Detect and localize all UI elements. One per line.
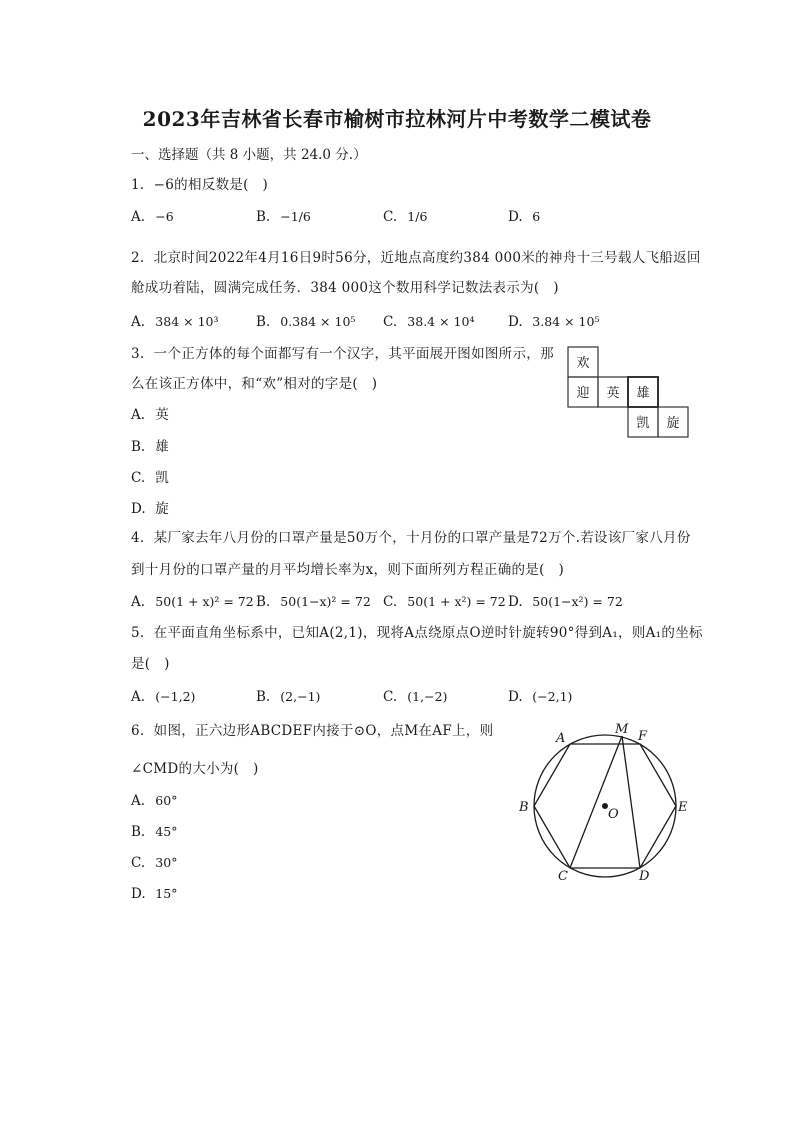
label-c: C [558,869,568,884]
label-b: B [519,800,529,815]
option-a: A. (−1,2) [131,689,196,705]
option-b: B. 0.384 × 10⁵ [256,314,356,330]
question-text: 某厂家去年八月份的口罩产量是50万个，十月份的口罩产量是72万个.若设该厂家八月份 [153,530,691,546]
question-number: 5. [131,625,145,641]
question-3 [131,345,554,363]
question-4-line2: 到十月份的口罩产量的月平均增长率为x，则下面所列方程正确的是( ) [131,562,565,578]
option-b: B. 45° [131,824,178,840]
option-c: C. 30° [131,855,178,871]
question-6 [131,722,493,740]
option-a: A. 英 [131,407,169,423]
question-4 [131,529,691,547]
option-c: C. 50(1 + x²) = 72 [383,594,506,610]
label-f: F [638,729,648,744]
segment-cm [570,736,622,868]
option-c: C. 38.4 × 10⁴ [383,314,475,330]
question-2-line2: 舱成功着陆，圆满完成任务．384 000这个数用科学记数法表示为( ) [131,280,559,296]
option-d: D. 3.84 × 10⁵ [508,314,600,330]
net-label: 雄 [636,386,650,401]
question-number: 6. [131,723,145,739]
option-b: B. (2,−1) [256,689,321,705]
option-b: B. 50(1−x)² = 72 [256,594,371,610]
question-text: −6的相反数是( ) [153,177,269,193]
question-number: 3. [131,346,145,362]
option-c: C. (1,−2) [383,689,448,705]
label-a: A [556,731,566,746]
question-text: 北京时间2022年4月16日9时56分，近地点高度约384 000米的神舟十三号载人飞船返回 [153,250,701,266]
option-a: A. 50(1 + x)² = 72 [131,594,254,610]
option-d: D. (−2,1) [508,689,573,705]
question-text: 一个正方体的每个面都写有一个汉字，其平面展开图如图所示，那 [153,346,554,362]
option-c: C. 1/6 [383,209,428,225]
segment-dm [622,736,640,868]
option-d: D. 旋 [131,501,169,517]
hexagon-circle-figure [512,718,692,886]
question-5-line2: 是( ) [131,656,170,672]
option-a: A. 384 × 10³ [131,314,219,330]
option-d: D. 15° [131,886,178,902]
net-label: 英 [606,386,620,401]
label-o: O [608,807,619,822]
label-m: M [615,722,629,737]
question-5 [131,624,703,642]
option-d: D. 6 [508,209,541,225]
net-label: 迎 [576,386,590,401]
question-text: 在平面直角坐标系中，已知A(2,1)，现将A点绕原点O逆时针旋转90°得到A₁，则A₁的坐标 [153,625,703,641]
net-label: 凯 [636,416,650,431]
option-b: B. 雄 [131,439,169,455]
question-text: 如图，正六边形ABCDEF内接于⊙O，点M在AF上，则 [153,723,494,739]
question-6-line2: ∠CMD的大小为( ) [131,761,259,777]
label-d: D [639,869,650,884]
page-title: 2023年吉林省长春市榆树市拉林河片中考数学二模试卷 [142,107,652,131]
option-b: B. −1/6 [256,209,311,225]
question-number: 2. [131,250,145,266]
question-2 [131,249,701,267]
net-label: 欢 [576,356,590,371]
label-e: E [678,800,688,815]
option-a: A. −6 [131,209,174,225]
net-label: 旋 [666,416,680,431]
option-a: A. 60° [131,793,178,809]
question-number: 4. [131,530,145,546]
cube-net-figure [567,346,692,438]
question-1 [131,176,268,194]
question-number: 1. [131,177,145,193]
option-c: C. 凯 [131,470,169,486]
section-header: 一、选择题（共 8 小题，共 24.0 分.） [131,147,367,163]
question-3-line2: 么在该正方体中，和“欢”相对的字是( ) [131,376,378,392]
option-d: D. 50(1−x²) = 72 [508,594,623,610]
